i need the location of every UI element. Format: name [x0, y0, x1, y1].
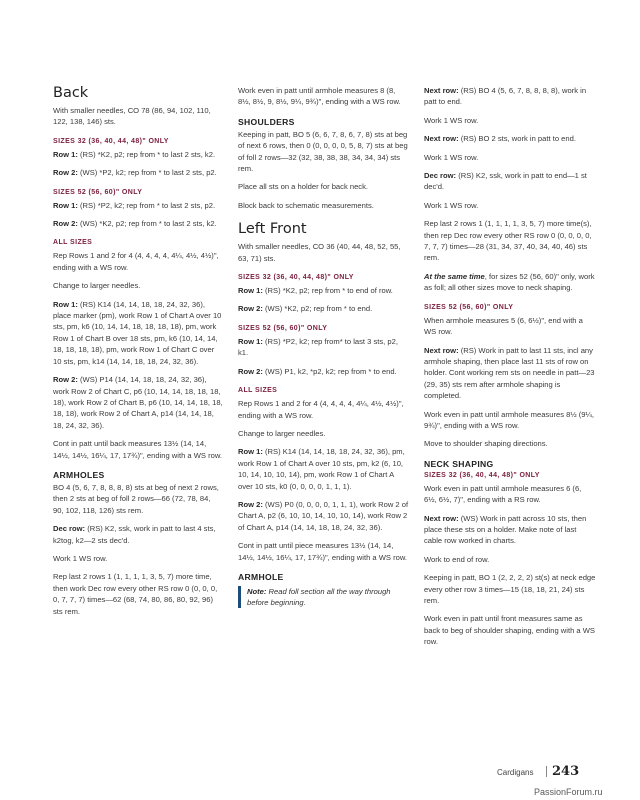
column-3	[424, 85, 596, 655]
lf-next-row-1: Next row: (RS) BO 4 (5, 6, 7, 8, 8, 8, 8), work in patt to end.	[424, 86, 587, 107]
lf-ws-1: Work 1 WS row.	[424, 115, 479, 125]
lf-sizes-b-row2: Row 2: (WS) P1, k2, *p2, k2; rep from * to end.	[238, 366, 397, 376]
page-number: 243	[552, 764, 580, 779]
footer-divider	[546, 766, 547, 777]
back-sizes-a-row1: Row 1: (RS) *K2, p2; rep from * to last 2 sts, k2.	[53, 149, 216, 159]
left-front-title: Left Front	[238, 221, 307, 238]
shoulders-p2: Place all sts on a holder for back neck.	[238, 182, 369, 192]
footer-section-label: Cardigans	[497, 768, 534, 777]
back-title: Back	[53, 85, 89, 101]
left-front-intro: With smaller needles, CO 36 (40, 44, 48, 52, 55, 63, 71) sts.	[238, 242, 401, 263]
lf-sizes-b-heading: SIZES 52 (56, 60)" ONLY	[238, 324, 328, 332]
back-sizes-b-row2: Row 2: (WS) *K2, p2; rep from * to last 2 sts, k2.	[53, 219, 217, 229]
neck-p1: Work even in patt until armhole measures 6 (6, 6½, 6½, 7)", ending with a RS row.	[424, 483, 582, 505]
back-all-sizes-heading: ALL SIZES	[53, 239, 93, 247]
lf-sizes-a-row1: Row 1: (RS) *K2, p2; rep from * to end of row.	[238, 286, 393, 296]
lf-ws-3: Work 1 WS row.	[424, 200, 479, 210]
back-sizes-a-row2: Row 2: (WS) *P2, k2; rep from * to last 2 sts, p2.	[53, 168, 217, 178]
watermark: PassionForum.ru	[534, 787, 603, 797]
back-all-p1: Rep Rows 1 and 2 for 4 (4, 4, 4, 4, 4¼, 4½, 4½)", ending with a WS row.	[53, 251, 219, 272]
lf-sb-p1: When armhole measures 5 (6, 6½)", end with a WS row.	[424, 315, 583, 337]
lf-dec-row: Dec row: (RS) K2, ssk, work in patt to end—1 st dec'd.	[424, 171, 587, 192]
lf-all-p3: Cont in patt until piece measures 13½ (14, 14, 14½, 14½, 16¼, 17, 17¾)", ending with a WS row.	[238, 541, 408, 562]
lf-all-p2: Change to larger needles.	[238, 428, 326, 438]
armhole-heading: ARMHOLE	[238, 571, 284, 582]
back-intro: With smaller needles, CO 78 (86, 94, 102, 110, 122, 138, 146) sts.	[53, 106, 211, 127]
back-sizes-a-heading: SIZES 32 (36, 40, 44, 48)" ONLY	[53, 137, 169, 145]
lf-all-p1: Rep Rows 1 and 2 for 4 (4, 4, 4, 4, 4¼, 4½, 4½)", ending with a WS row.	[238, 399, 404, 420]
back-sizes-b-heading: SIZES 52 (56, 60)" ONLY	[53, 188, 143, 196]
lf-sb-p3: Move to shoulder shaping directions.	[424, 439, 548, 449]
lf-sizes-a-heading: SIZES 32 (36, 40, 44, 48)" ONLY	[238, 274, 354, 282]
lf-sizes-a-row2: Row 2: (WS) *K2, p2; rep from * to end.	[238, 304, 373, 314]
armholes-p3: Rep last 2 rows 1 (1, 1, 1, 1, 3, 5, 7) more time, then work Dec row every other RS row 0 (0, 0, 0, 0, 7, 7, 7) times—62 (68, 74, 80, 86, 80, 92, 96) sts rem.	[53, 572, 218, 616]
neck-shaping-heading: NECK SHAPING	[424, 458, 494, 469]
column-1	[53, 85, 223, 624]
shoulders-p1: Keeping in patt, BO 5 (6, 6, 7, 8, 6, 7, 8) sts at beg of next 6 rows, then 0 (0, 0, 0, 0, 5, 8, 7) sts at beg of foll 2 rows—32 (32, 38, 38, 38, 34, 34, 34) sts rem.	[238, 129, 408, 174]
back-all-row2: Row 2: (WS) P14 (14, 14, 18, 18, 24, 32, 36), work Row 2 of Chart C, p6 (10, 14, 14, 18, 18, 18, 18), work Row 2 of Chart B, p6 (10, 14, 14, 18, 18, 18, 18), work Row 2 of Chart A, p14 (14, 14, 18, 18, 24, 32, 36).	[53, 375, 223, 430]
column-2	[238, 85, 410, 608]
neck-p2: Work to end of row.	[424, 554, 490, 564]
back-all-p3: Cont in patt until back measures 13½ (14, 14, 14½, 14½, 16¼, 17, 17¾)", ending with a WS row.	[53, 439, 223, 460]
shoulders-heading: SHOULDERS	[238, 116, 295, 127]
neck-p3: Keeping in patt, BO 1 (2, 2, 2, 2) st(s) at neck edge every other row 3 times—15 (18, 18, 21, 24) sts rem.	[424, 573, 596, 605]
lf-all-row1: Row 1: (RS) K14 (14, 14, 18, 18, 24, 32, 36), pm, work Row 1 of Chart A over 10 sts, pm, k2 (6, 10, 10, 14, 10, 10, 14), pm, work Row 1 of Chart A over 10 sts, k0 (0, 0, 0, 0, 1, 1, 1).	[238, 447, 405, 491]
back-work-even: Work even in patt until armhole measures 8 (8, 8½, 8½, 9, 8½, 9¼, 9¾)", ending with a WS row.	[238, 86, 401, 107]
armholes-p2: Work 1 WS row.	[53, 553, 108, 563]
armholes-p1: BO 4 (5, 6, 7, 8, 8, 8, 8) sts at beg of next 2 rows, then 2 sts at beg of foll 2 rows—66 (72, 78, 84, 90, 102, 118, 126) sts rem.	[53, 482, 219, 515]
back-all-row1: Row 1: (RS) K14 (14, 14, 18, 18, 24, 32, 36), place marker (pm), work Row 1 of Chart A over 10 sts, pm, k6 (10, 14, 14, 18, 18, 18, 18), pm, work Row 1 of Chart B over 18 sts, pm, k6 (10, 14, 14, 18, 18, 18, 18), pm, work Row 1 of Chart C over 10 sts, pm, k14 (14, 14, 18, 18, 24, 32, 36).	[53, 299, 222, 366]
neck-sizes-heading: SIZES 32 (36, 40, 44, 48)" ONLY	[424, 471, 540, 479]
armholes-dec-row: Dec row: (RS) K2, ssk, work in patt to last 4 sts, k2tog, k2—2 sts dec'd.	[53, 524, 216, 545]
shoulders-p3: Block back to schematic measurements.	[238, 200, 374, 210]
neck-p4: Work even in patt until front measures same as back to beg of shoulder shaping, ending with a WS row.	[424, 614, 595, 647]
lf-rep: Rep last 2 rows 1 (1, 1, 1, 1, 3, 5, 7) more time(s), then rep Dec row every other RS row 0 (0, 0, 0, 0, 7, 7, 7) times—28 (31, 34, 37, 40, 34, 40, 46) sts rem.	[424, 219, 592, 263]
lf-sb-next-row: Next row: (RS) Work in patt to last 11 sts, incl any armhole shaping, then place last 11 sts of row on holder. Cont working rem sts on needle in patt—23 (29, 35) sts rem after armhole shaping is completed.	[424, 345, 595, 401]
lf-all-sizes-heading: ALL SIZES	[238, 387, 278, 395]
lf-ws-2: Work 1 WS row.	[424, 152, 479, 162]
lf-all-row2: Row 2: (WS) P0 (0, 0, 0, 0, 1, 1, 1), work Row 2 of Chart A, p2 (6, 10, 10, 14, 10, 10, 14), work Row 2 of Chart A, p14 (14, 14, 18, 18, 24, 32, 36).	[238, 499, 409, 532]
lf-sizes-b-heading-2: SIZES 52 (56, 60)" ONLY	[424, 303, 514, 311]
back-all-p2: Change to larger needles.	[53, 281, 141, 291]
neck-next-row: Next row: (WS) Work in patt across 10 sts, then place these sts on a holder. Make note of last cable row worked in charts.	[424, 513, 587, 546]
lf-sb-p2: Work even in patt until armhole measures 8½ (9¼, 9¾)", ending with a WS row.	[424, 409, 594, 430]
lf-next-row-2: Next row: (RS) BO 2 sts, work in patt to end.	[424, 134, 576, 144]
lf-same-time: At the same time, for sizes 52 (56, 60)" only, work as foll; all other sizes move to neck shaping.	[424, 271, 595, 293]
back-sizes-b-row1: Row 1: (RS) *P2, k2; rep from * to last 2 sts, p2.	[53, 200, 216, 210]
lf-sizes-b-row1: Row 1: (RS) *P2, k2; rep from* to last 3 sts, p2, k1.	[238, 336, 398, 358]
armhole-note: Note: Read foll section all the way through before beginning.	[238, 586, 410, 608]
armholes-heading: ARMHOLES	[53, 469, 105, 480]
